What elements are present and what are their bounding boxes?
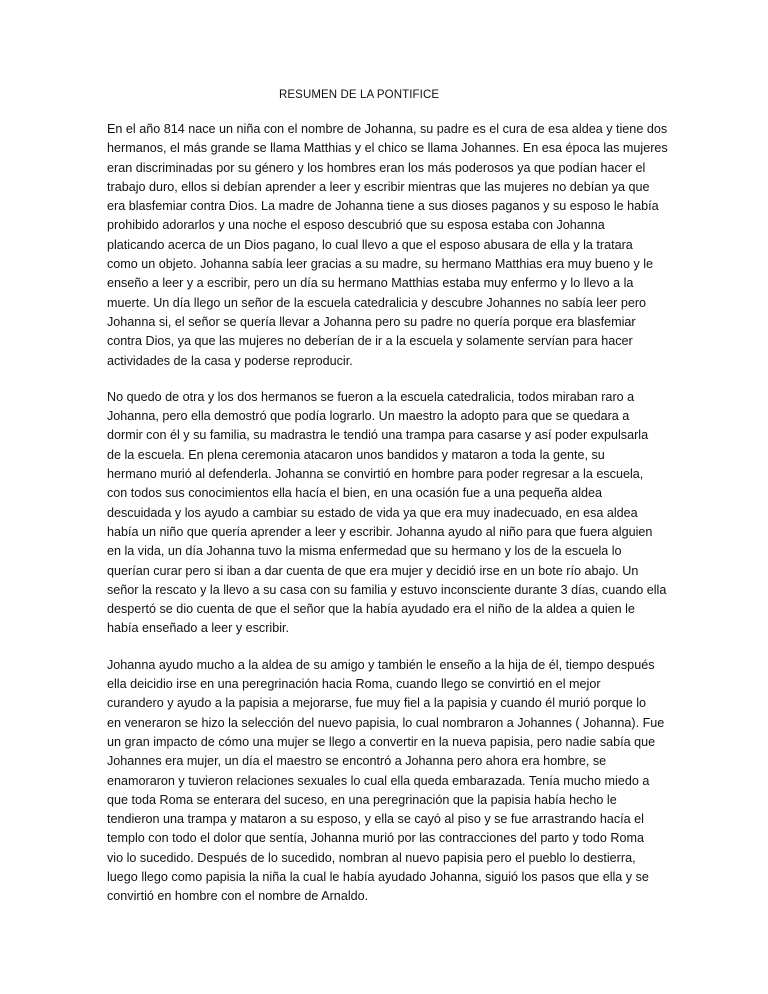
paragraph-line: en la vida, un día Johanna tuvo la misma enfermedad que su hermano y los de la escuela lo [107,544,622,559]
paragraph-line: en veneraron se hizo la selección del nuevo papisia, lo cual nombraron a Johannes ( Johanna). Fue [107,715,665,730]
paragraph-line: prohibido adorarlos y una noche el esposo descubrió que su esposa estaba con Johanna [107,218,605,233]
paragraph-line: descuidada y los ayudo a cambiar su estado de vida ya que era muy inadecuado, en esa aldea [107,505,638,520]
paragraph-line: con todos sus conocimientos ella hacía el bien, en una ocasión fue a una pequeña aldea [107,486,603,501]
paragraph-line: platicando acerca de un Dios pagano, lo cual llevo a que el esposo abusara de ella y la tratara [107,237,633,252]
paragraph-line: ella deicidio irse en una peregrinación hacia Roma, cuando llego se convirtió en el mejor [107,677,601,692]
paragraph-line: un gran impacto de cómo una mujer se llego a convertir en la nueva papisia, pero nadie sabía que [107,734,656,749]
paragraph-line: muerte. Un día llego un señor de la escuela catedralicia y descubre Johannes no sabía leer pero [107,295,647,310]
paragraph-1 [107,120,667,371]
paragraph-line: En el año 814 nace un niña con el nombre de Johanna, su padre es el cura de esa aldea y tiene dos [107,122,668,136]
paragraph-line: actividades de la casa y poderse reproducir. [107,353,353,368]
paragraph-line: Johanna ayudo mucho a la aldea de su amigo y también le enseño a la hija de él, tiempo después [107,657,655,672]
paragraph-line: tendieron una trampa y mataron a su esposo, y ella se cayó al piso y se fue arrastrando hacía el [107,812,644,827]
paragraph-line: dormir con él y su familia, su madrastra le tendió una trampa para casarse y así poder expulsarla [107,428,649,443]
paragraph-line: contra Dios, ya que las mujeres no deberían de ir a la escuela y solamente servían para hacer [107,334,633,349]
paragraph-3 [107,656,667,907]
paragraph-line: que toda Roma se enterara del suceso, en una peregrinación que la papisia había hecho le [107,792,617,807]
paragraph-line: era blasfemiar contra Dios. La madre de Johanna tiene a sus dioses paganos y su esposo le había [107,199,659,214]
paragraph-line: Johannes era mujer, un día el maestro se encontró a Johanna pero ahora era hombre, se [107,754,607,769]
paragraph-line: señor la rescato y la llevo a su casa con su familia y estuvo inconsciente durante 3 días, cuando ella [107,582,667,597]
document-body [107,120,667,924]
paragraph-line: convirtió en hombre con el nombre de Arnaldo. [107,889,369,904]
paragraph-line: como un objeto. Johanna sabía leer gracias a su madre, su hermano Matthias era muy bueno y le [107,257,654,272]
paragraph-line: hermano murió al defenderla. Johanna se convirtió en hombre para poder regresar a la escuela, [107,467,644,482]
paragraph-2 [107,388,667,639]
paragraph-line: había enseñado a leer y escribir. [107,621,290,636]
paragraph-line: querían curar pero si iban a dar cuenta de que era mujer y decidió irse en un bote río abajo. Un [107,563,639,578]
paragraph-line: vio lo sucedido. Después de lo sucedido, nombran al nuevo papisia pero el pueblo lo destierra, [107,850,636,865]
paragraph-line: Johanna, pero ella demostró que podía lograrlo. Un maestro la adopto para que se quedara a [107,409,630,424]
paragraph-line: eran discriminadas por su género y los hombres eran los más poderosos ya que podían hacer el [107,160,646,175]
paragraph-line: curandero y ayudo a la papisia a mejorarse, fue muy fiel a la papisia y cuando él murió porque lo [107,696,647,711]
paragraph-line: No quedo de otra y los dos hermanos se fueron a la escuela catedralicia, todos miraban raro a [107,389,635,404]
paragraph-line: enamoraron y tuvieron relaciones sexuales lo cual ella queda embarazada. Tenía mucho miedo a [107,773,650,788]
paragraph-line: enseño a leer y a escribir, pero un día su hermano Matthias estaba muy enfermo y lo llevo a la [107,276,634,291]
paragraph-line: había un niño que quería aprender a leer y escribir. Johanna ayudo al niño para que fuera alguien [107,524,653,539]
document-title: RESUMEN DE LA PONTIFICE [279,89,440,101]
paragraph-line: despertó se dio cuenta de que el señor que la había ayudado era el niño de la aldea a quien le [107,602,635,617]
paragraph-line: hermanos, el más grande se llama Matthias y el chico se llama Johannes. En esa época las mujeres [107,141,668,156]
paragraph-line: luego llego como papisia la niña la cual le había ayudado Johanna, siguió los pasos que ella y se [107,869,649,884]
paragraph-line: de la escuela. En plena ceremonia atacaron unos bandidos y mataron a toda la gente, su [107,447,605,462]
paragraph-line: templo con todo el dolor que sentía, Johanna murió por las contracciones del parto y todo Roma [107,831,644,846]
paragraph-line: trabajo duro, ellos si debían aprender a leer y escribir mientras que las mujeres no debían ya que [107,179,650,194]
paragraph-line: Johanna si, el señor se quería llevar a Johanna pero su padre no quería porque era blasfemiar [107,314,636,329]
